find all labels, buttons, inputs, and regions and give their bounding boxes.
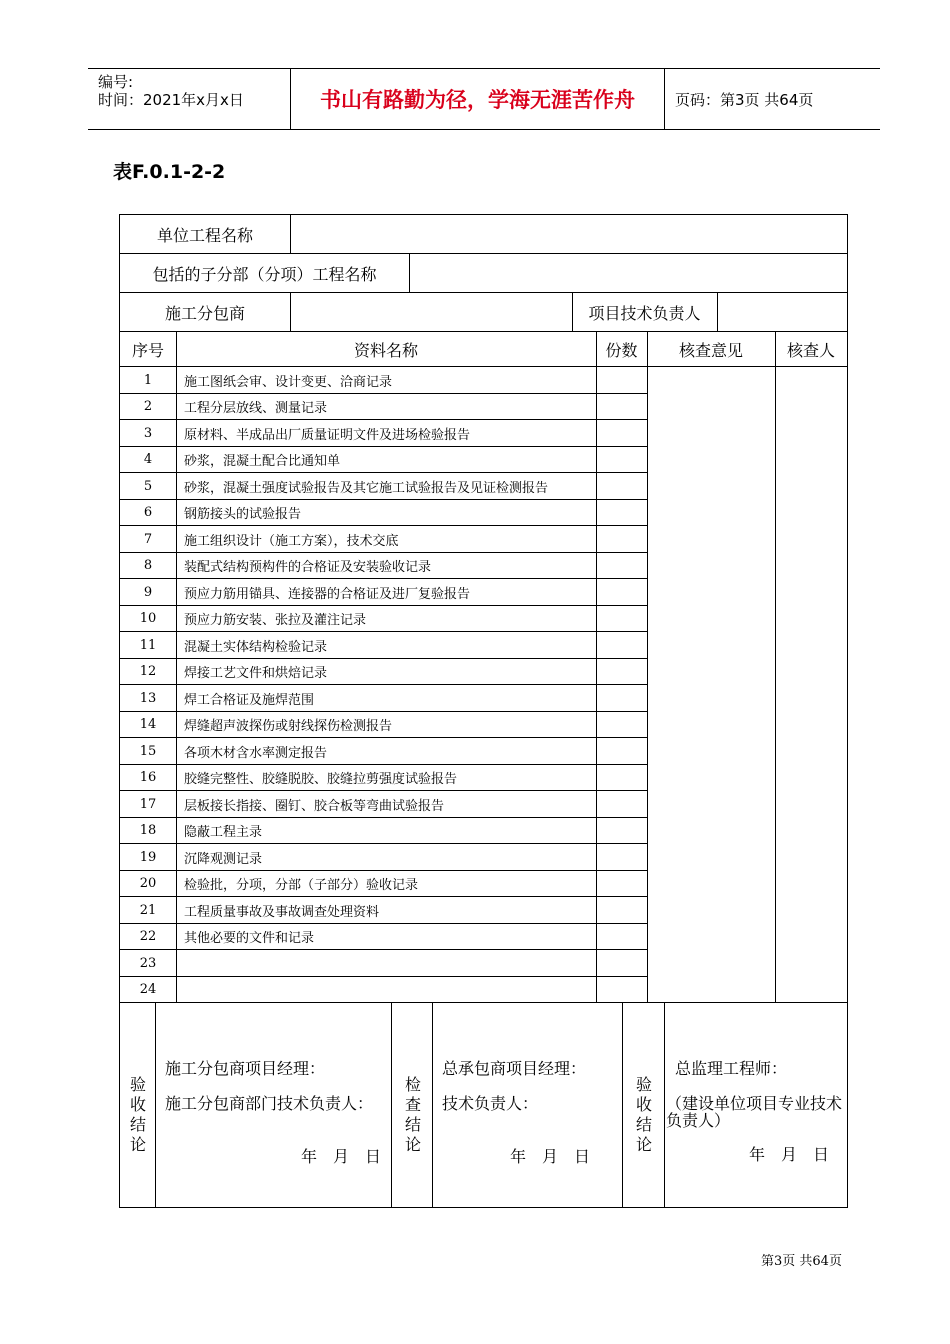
col-divider	[155, 1003, 156, 1207]
item-number: 23	[139, 955, 157, 971]
row-divider	[120, 446, 647, 447]
table-title: 表F.0.1-2-2	[113, 161, 226, 183]
item-number: 19	[139, 849, 157, 865]
col-divider	[290, 215, 291, 254]
col-opinion: 核查意见	[678, 341, 743, 360]
item-name: 隐蔽工程主录	[184, 825, 263, 841]
item-number: 10	[139, 611, 157, 627]
row-divider	[120, 1002, 847, 1003]
item-name: 预应力筋用锚具、连接器的合格证及进厂复验报告	[184, 586, 471, 602]
left-sign-line1: 施工分包商项目经理：	[165, 1059, 326, 1078]
col-name: 资料名称	[353, 341, 418, 360]
row-divider	[120, 790, 647, 791]
item-number: 7	[143, 531, 153, 547]
item-number: 14	[139, 717, 157, 733]
col-divider	[391, 1003, 392, 1207]
row-divider	[120, 843, 647, 844]
row-divider	[120, 366, 847, 367]
row-divider	[120, 658, 647, 659]
item-number: 11	[139, 637, 157, 653]
right-conclusion-label: 验收结论	[635, 1075, 652, 1154]
item-number: 20	[139, 876, 157, 892]
item-number: 18	[139, 823, 157, 839]
left-conclusion-label: 验收结论	[129, 1075, 146, 1154]
item-number: 17	[139, 796, 157, 812]
item-name: 预应力筋安装、张拉及灌注记录	[184, 613, 367, 629]
item-name: 焊接工艺文件和烘焙记录	[184, 666, 328, 682]
item-number: 15	[139, 743, 157, 759]
item-name: 施工图纸会审、设计变更、洽商记录	[184, 374, 393, 390]
mid-sign-line1: 总承包商项目经理：	[442, 1059, 587, 1078]
item-number: 22	[139, 929, 157, 945]
col-divider	[409, 254, 410, 293]
item-number: 1	[143, 372, 153, 388]
item-name: 沉降观测记录	[184, 851, 263, 867]
item-name: 原材料、半成品出厂质量证明文件及进场检验报告	[184, 427, 471, 443]
row-divider	[120, 631, 647, 632]
right-sign-line1: 总监理工程师：	[675, 1059, 788, 1078]
subcontractor-label: 施工分包商	[164, 304, 245, 323]
mid-date: 年 月 日	[510, 1147, 591, 1166]
row-divider	[120, 737, 647, 738]
row-divider	[120, 711, 647, 712]
item-name: 工程分层放线、测量记录	[184, 401, 328, 417]
row-divider	[120, 896, 647, 897]
row-divider	[120, 764, 647, 765]
item-name	[176, 977, 604, 1004]
col-divider	[664, 1003, 665, 1207]
item-name: 焊缝超声波探伤或射线探伤检测报告	[184, 719, 393, 735]
col-divider	[717, 293, 718, 332]
col-no: 序号	[131, 341, 164, 360]
item-name: 装配式结构预构件的合格证及安装验收记录	[184, 560, 432, 576]
page-header	[88, 68, 880, 130]
row-divider	[120, 552, 647, 553]
row-divider	[120, 419, 647, 420]
item-name: 胶缝完整性、胶缝脱胶、胶缝拉剪强度试验报告	[184, 772, 458, 788]
row-divider	[120, 525, 647, 526]
motto: 书山有路勤为径，学海无涯苦作舟	[290, 69, 665, 129]
unit-project-label: 单位工程名称	[156, 226, 253, 245]
row-divider	[120, 870, 647, 871]
item-number: 5	[143, 478, 153, 494]
row-divider	[120, 253, 847, 254]
item-number: 12	[139, 664, 157, 680]
item-number: 2	[143, 399, 153, 415]
row-divider	[120, 331, 847, 332]
mid-conclusion-label: 检查结论	[404, 1075, 421, 1154]
item-number: 8	[143, 558, 153, 574]
col-checker: 核查人	[786, 341, 835, 360]
row-divider	[120, 923, 647, 924]
col-divider	[775, 332, 776, 1003]
item-name: 工程质量事故及事故调查处理资料	[184, 904, 380, 920]
number-label: 编号:	[98, 73, 134, 91]
tech-lead-label: 项目技术负责人	[588, 304, 701, 323]
col-divider	[432, 1003, 433, 1207]
col-divider	[176, 332, 177, 1003]
item-name	[176, 950, 604, 977]
right-date: 年 月 日	[749, 1145, 830, 1164]
row-divider	[120, 292, 847, 293]
item-name: 各项木材含水率测定报告	[184, 745, 328, 761]
item-number: 6	[143, 505, 153, 521]
item-name: 层板接长指接、圈钉、胶合板等弯曲试验报告	[184, 798, 445, 814]
item-number: 24	[139, 982, 157, 998]
item-number: 13	[139, 690, 157, 706]
item-number: 4	[143, 452, 153, 468]
item-name: 其他必要的文件和记录	[184, 931, 315, 947]
col-divider	[572, 293, 573, 332]
row-divider	[120, 684, 647, 685]
item-number: 21	[139, 902, 157, 918]
row-divider	[120, 578, 647, 579]
item-name: 施工组织设计（施工方案），技术交底	[184, 533, 399, 549]
row-divider	[120, 976, 647, 977]
item-name: 混凝土实体结构检验记录	[184, 639, 328, 655]
item-number: 16	[139, 770, 157, 786]
col-divider	[290, 293, 291, 332]
item-number: 3	[143, 425, 153, 441]
col-divider	[596, 332, 597, 1003]
right-sign-line2a: （建设单位项目专业技术	[666, 1094, 843, 1113]
inspection-form	[119, 214, 848, 1208]
header-meta	[88, 69, 290, 129]
col-divider	[622, 1003, 623, 1207]
col-divider	[647, 332, 648, 1003]
page-label: 页码：第3页 共64页	[675, 90, 814, 109]
item-name: 焊工合格证及施焊范围	[184, 692, 315, 708]
col-copies: 份数	[605, 341, 638, 360]
item-name: 钢筋接头的试验报告	[184, 507, 302, 523]
row-divider	[120, 393, 647, 394]
row-divider	[120, 817, 647, 818]
page-footer: 第3页 共64页	[761, 1254, 842, 1269]
time-label: 时间：2021年x月x日	[98, 91, 244, 109]
item-name: 砂浆，混凝土配合比通知单	[184, 454, 341, 470]
row-divider	[120, 499, 647, 500]
row-divider	[120, 472, 647, 473]
row-divider	[120, 949, 647, 950]
item-name: 检验批，分项，分部（子部分）验收记录	[184, 878, 419, 894]
item-number: 9	[143, 584, 153, 600]
mid-sign-line2: 技术负责人：	[442, 1094, 539, 1113]
sub-project-label: 包括的子分部（分项）工程名称	[152, 265, 377, 284]
right-sign-line2b: 负责人）	[666, 1111, 731, 1130]
item-name: 砂浆，混凝土强度试验报告及其它施工试验报告及见证检测报告	[184, 480, 549, 496]
left-sign-line2: 施工分包商部门技术负责人：	[165, 1094, 374, 1113]
left-date: 年 月 日	[301, 1147, 382, 1166]
row-divider	[120, 605, 647, 606]
